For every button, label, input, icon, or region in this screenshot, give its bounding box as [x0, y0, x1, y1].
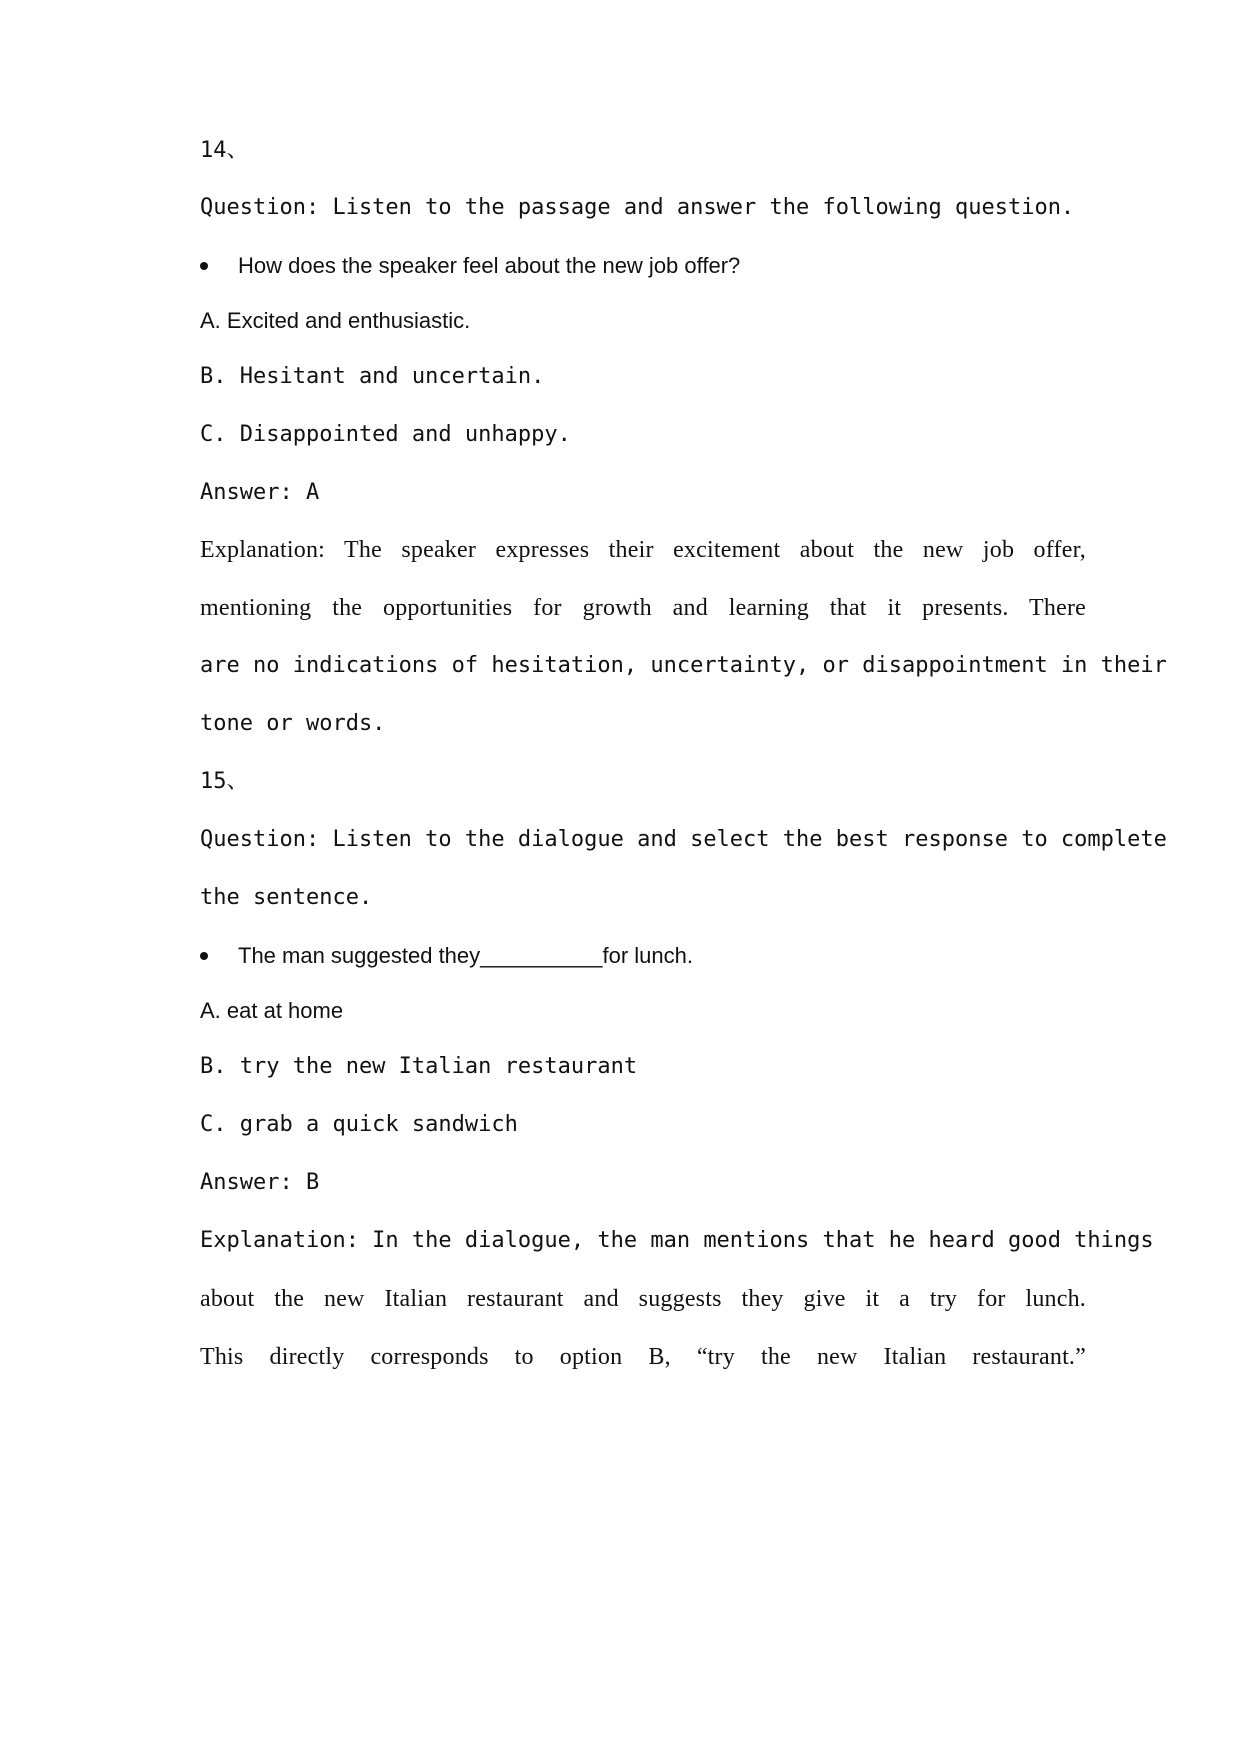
explanation-line: tone or words. [200, 711, 386, 736]
explanation-line: are no indications of hesitation, uncertainty, or disappointment in their [200, 653, 1167, 678]
bullet-text: The man suggested they__________for lunch. [238, 943, 693, 968]
explanation-line: This directly corresponds to option B, “try the new Italian restaurant.” [200, 1344, 1086, 1370]
answer: Answer: A [200, 480, 320, 505]
option-b: B. Hesitant and uncertain. [200, 364, 545, 389]
option-c: C. grab a quick sandwich [200, 1112, 518, 1137]
bullet-icon [200, 262, 208, 270]
option-a: A. eat at home [200, 998, 344, 1023]
answer: Answer: B [200, 1170, 320, 1195]
explanation-line: Explanation: The speaker expresses their excitement about the new job offer, [200, 537, 1086, 563]
option-a: A. Excited and enthusiastic. [200, 308, 471, 333]
bullet-icon [200, 952, 208, 960]
question-prompt: the sentence. [200, 885, 373, 910]
question-number: 14、 [200, 138, 249, 163]
explanation-line: about the new Italian restaurant and suggests they give it a try for lunch. [200, 1286, 1086, 1312]
explanation-line: Explanation: In the dialogue, the man mentions that he heard good things [200, 1228, 1154, 1253]
option-c: C. Disappointed and unhappy. [200, 422, 571, 447]
question-number: 15、 [200, 769, 249, 794]
option-b: B. try the new Italian restaurant [200, 1054, 638, 1079]
question-prompt: Question: Listen to the dialogue and select the best response to complete [200, 827, 1167, 852]
bullet-text: How does the speaker feel about the new job offer? [238, 253, 741, 278]
explanation-line: mentioning the opportunities for growth and learning that it presents. There [200, 595, 1086, 621]
question-prompt: Question: Listen to the passage and answer the following question. [200, 195, 1075, 220]
